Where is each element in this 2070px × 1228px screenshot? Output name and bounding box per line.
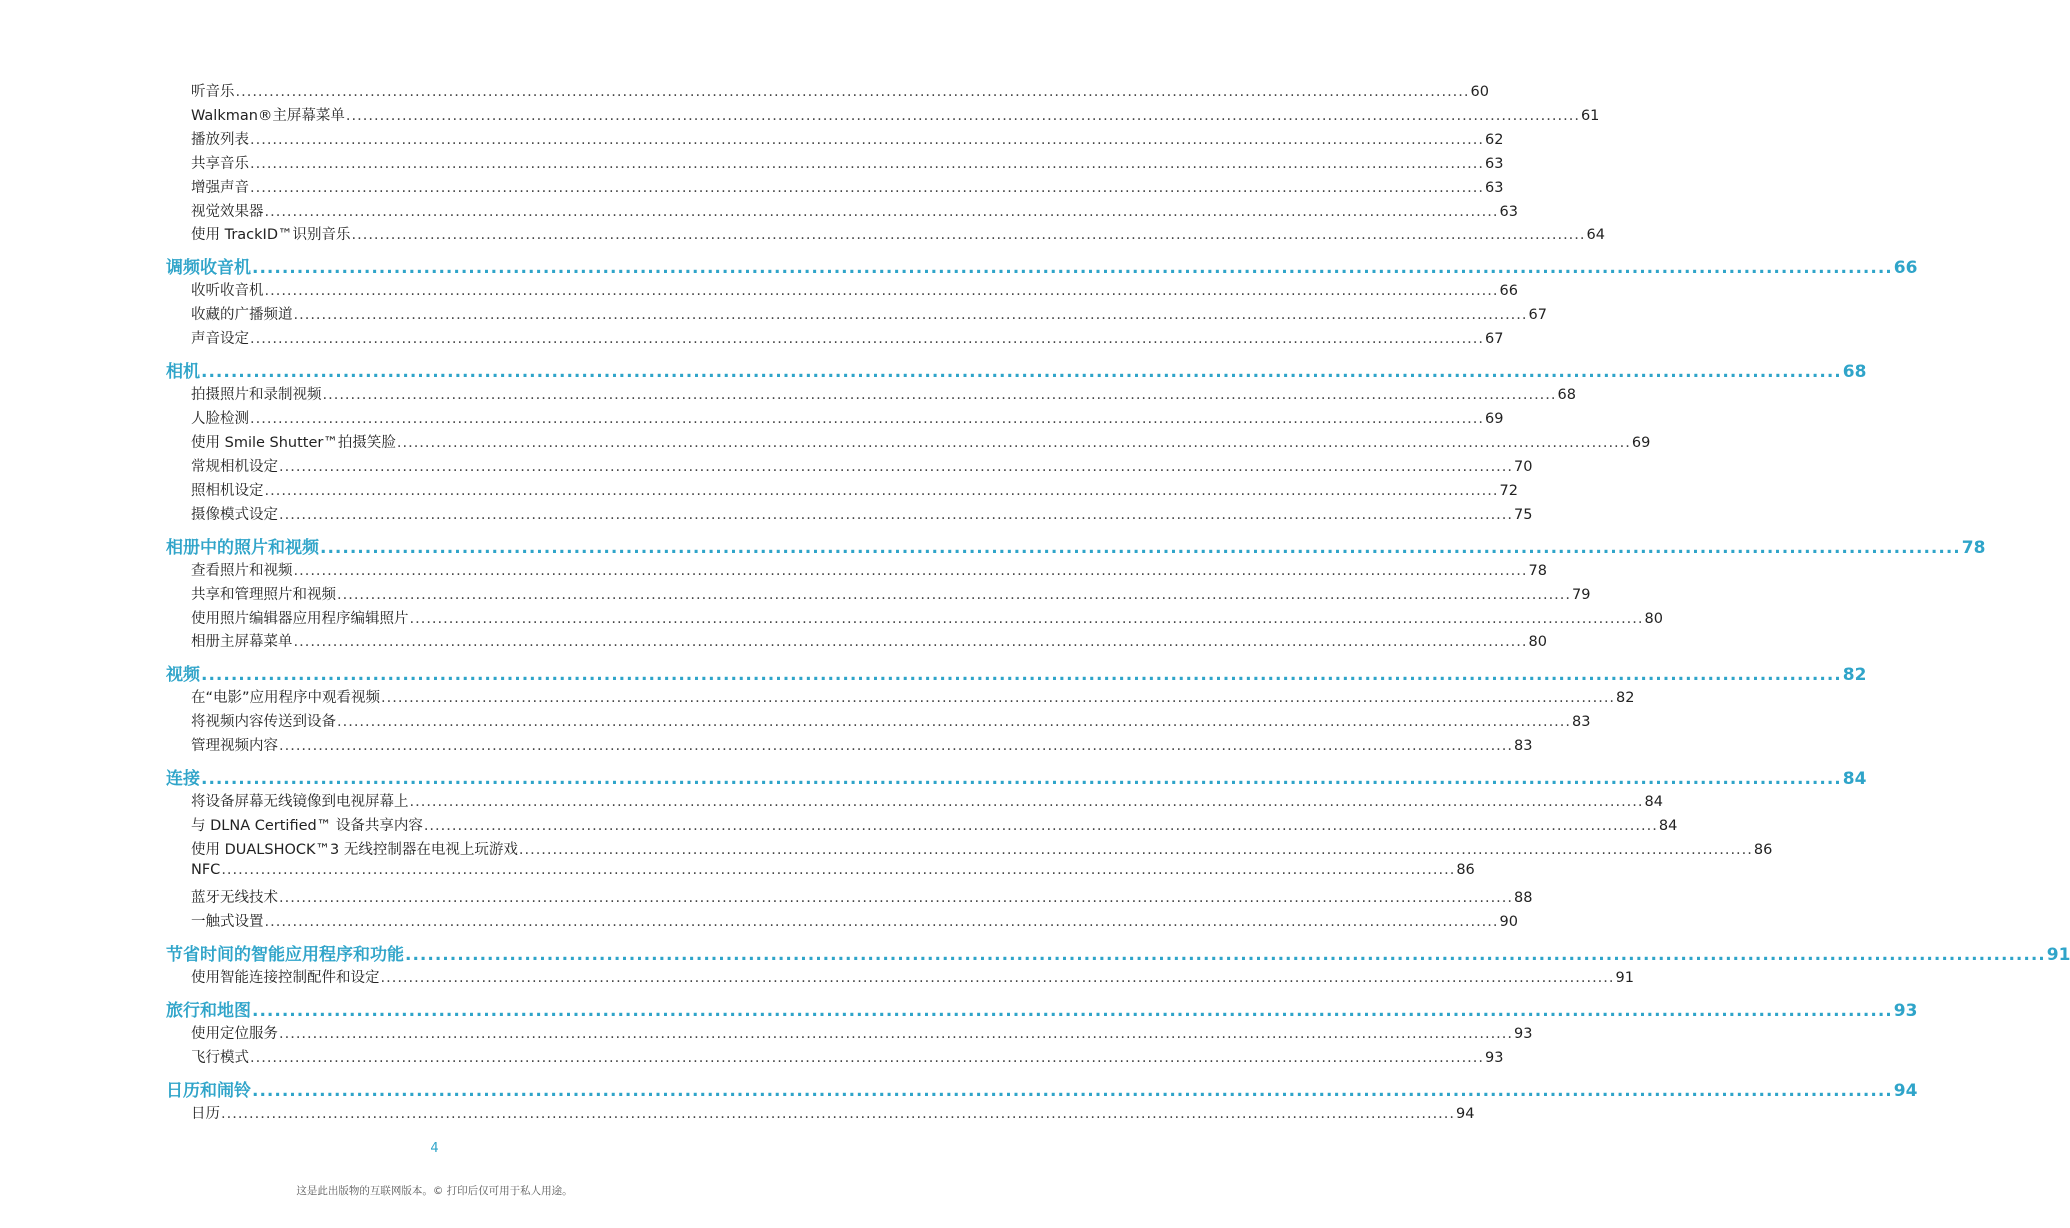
toc-entry[interactable] — [191, 710, 1591, 731]
toc-entry-page: 67 — [1485, 331, 1504, 348]
toc-entry-title: 使用 TrackID™识别音乐 — [191, 227, 351, 244]
toc-leader-dots: ............................................................................................................................................................................................................................ — [337, 714, 1572, 731]
toc-entry[interactable] — [191, 814, 1678, 835]
toc-entry-page: 64 — [1586, 227, 1605, 244]
toc-entry-title: 播放列表 — [191, 131, 249, 148]
toc-leader-dots: ............................................................................................................................................................................................................................ — [381, 690, 1616, 707]
toc-entry-page: 93 — [1893, 1000, 1918, 1021]
toc-entry-page: 93 — [1485, 1049, 1504, 1066]
toc-entry-page: 88 — [1514, 889, 1533, 906]
toc-entry-page: 90 — [1499, 913, 1518, 930]
toc-entry[interactable] — [191, 583, 1591, 604]
toc-leader-dots: ............................................................................................................................................................................................................................ — [380, 969, 1615, 986]
toc-entry-title: 照相机设定 — [191, 482, 264, 499]
toc-entry-title: 拍摄照片和录制视频 — [191, 387, 322, 404]
toc-entry-title: 连接 — [166, 769, 200, 790]
toc-entry[interactable] — [191, 630, 1547, 651]
toc-leader-dots: ............................................................................................................................................................................................................................ — [250, 1049, 1485, 1066]
toc-leader-dots: ............................................................................................................................................................................................................................ — [264, 482, 1499, 499]
toc-entry-title: 收听收音机 — [191, 283, 264, 300]
toc-entry-title: 常规相机设定 — [191, 458, 278, 475]
toc-entry[interactable] — [191, 910, 1518, 931]
toc-leader-dots: ............................................................................................................................................................................................................................ — [221, 1105, 1456, 1122]
toc-entry[interactable] — [191, 479, 1518, 500]
toc-entry-title: 调频收音机 — [166, 258, 251, 279]
toc-entry-page: 70 — [1514, 458, 1533, 475]
toc-entry-page: 94 — [1456, 1105, 1475, 1122]
toc-leader-dots: ............................................................................................................................................................................................................................ — [279, 738, 1514, 755]
toc-entry-page: 63 — [1499, 203, 1518, 220]
toc-entry-title: 蓝牙无线技术 — [191, 889, 278, 906]
page-number: 4 — [430, 1141, 439, 1156]
toc-entry[interactable] — [191, 407, 1504, 428]
toc-leader-dots: ............................................................................................................................................................................................................................ — [201, 665, 1842, 686]
toc-entry-title: 查看照片和视频 — [191, 562, 293, 579]
toc-entry-page: 60 — [1470, 84, 1489, 100]
toc-entry[interactable] — [191, 327, 1504, 348]
toc-entry-page: 80 — [1644, 610, 1663, 627]
toc-entry-page: 69 — [1631, 435, 1651, 451]
toc-section-entry[interactable] — [166, 940, 2070, 965]
toc-entry-title: 相册中的照片和视频 — [166, 537, 319, 558]
toc-leader-dots: ............................................................................................................................................................................................................................ — [396, 435, 1631, 451]
toc-entry-title: Walkman®主屏幕菜单 — [191, 107, 345, 124]
toc-entry-page: 66 — [1893, 258, 1918, 279]
toc-entry[interactable] — [191, 279, 1518, 300]
toc-section-entry[interactable] — [166, 253, 1918, 279]
toc-leader-dots: ............................................................................................................................................................................................................................ — [409, 610, 1644, 627]
toc-entry-title: 视频 — [166, 665, 200, 686]
toc-leader-dots: ............................................................................................................................................................................................................................ — [293, 634, 1528, 651]
toc-entry-page: 94 — [1893, 1080, 1918, 1101]
toc-leader-dots: ............................................................................................................................................................................................................................ — [201, 769, 1842, 790]
toc-entry[interactable] — [191, 152, 1504, 173]
toc-entry-title: 摄像模式设定 — [191, 506, 278, 523]
toc-leader-dots: ............................................................................................................................................................................................................................ — [518, 842, 1753, 858]
toc-leader-dots: ............................................................................................................................................................................................................................ — [252, 1080, 1893, 1101]
toc-leader-dots: ............................................................................................................................................................................................................................ — [264, 913, 1499, 930]
toc-leader-dots: ............................................................................................................................................................................................................................ — [320, 537, 1961, 558]
toc-section-entry[interactable] — [166, 996, 1918, 1021]
toc-entry-title: 声音设定 — [191, 331, 249, 348]
toc-entry-title: 管理视频内容 — [191, 738, 278, 755]
toc-leader-dots: ............................................................................................................................................................................................................................ — [279, 889, 1514, 906]
toc-entry[interactable] — [191, 1102, 1475, 1123]
toc-entry[interactable] — [191, 431, 1651, 452]
toc-entry[interactable] — [191, 80, 1489, 101]
toc-entry[interactable] — [191, 1046, 1504, 1067]
toc-entry-page: 80 — [1528, 634, 1547, 651]
toc-entry-page: 83 — [1572, 714, 1591, 731]
toc-entry-page: 86 — [1753, 842, 1773, 858]
toc-entry-page: 91 — [1615, 969, 1634, 986]
toc-entry-title: 共享音乐 — [191, 155, 249, 172]
toc-entry[interactable] — [191, 128, 1504, 149]
toc-entry-title: 日历 — [191, 1105, 220, 1122]
toc-leader-dots: ............................................................................................................................................................................................................................ — [409, 794, 1644, 811]
toc-leader-dots: ............................................................................................................................................................................................................................ — [221, 861, 1456, 878]
toc-entry-page: 68 — [1557, 387, 1576, 404]
toc-entry-page: 79 — [1572, 586, 1591, 603]
toc-entry-page: 68 — [1842, 362, 1867, 383]
toc-leader-dots: ............................................................................................................................................................................................................................ — [279, 1025, 1514, 1042]
toc-entry-page: 82 — [1842, 665, 1867, 686]
toc-entry[interactable] — [191, 223, 1605, 244]
toc-entry[interactable] — [191, 559, 1547, 580]
toc-entry-title: 使用照片编辑器应用程序编辑照片 — [191, 610, 409, 627]
toc-leader-dots: ............................................................................................................................................................................................................................ — [337, 586, 1572, 603]
toc-entry[interactable] — [191, 838, 1773, 859]
toc-leader-dots: ............................................................................................................................................................................................................................ — [250, 411, 1485, 428]
toc-entry[interactable] — [191, 200, 1518, 221]
toc-leader-dots: ............................................................................................................................................................................................................................ — [264, 203, 1499, 220]
toc-entry-page: 63 — [1485, 179, 1504, 196]
toc-section-entry[interactable] — [166, 764, 1867, 790]
toc-entry-title: 与 DLNA Certified™ 设备共享内容 — [191, 818, 423, 835]
toc-leader-dots: ............................................................................................................................................................................................................................ — [279, 458, 1514, 475]
toc-entry[interactable] — [191, 686, 1635, 707]
toc-entry[interactable] — [191, 1022, 1533, 1043]
toc-entry-title: 相机 — [166, 362, 200, 383]
toc-entry-title: 一触式设置 — [191, 913, 264, 930]
toc-entry-title: NFC — [191, 861, 221, 878]
toc-entry-title: 使用智能连接控制配件和设定 — [191, 969, 380, 986]
toc-entry[interactable] — [191, 176, 1504, 197]
toc-entry[interactable] — [191, 886, 1533, 907]
toc-entry-page: 61 — [1580, 107, 1600, 124]
toc-entry-title: 节省时间的智能应用程序和功能 — [166, 944, 404, 965]
toc-entry-title: 增强声音 — [191, 179, 249, 196]
toc-leader-dots: ............................................................................................................................................................................................................................ — [250, 155, 1485, 172]
toc-leader-dots: ............................................................................................................................................................................................................................ — [293, 562, 1528, 579]
toc-leader-dots: ............................................................................................................................................................................................................................ — [264, 283, 1499, 300]
toc-entry-page: 67 — [1528, 307, 1547, 324]
toc-entry[interactable] — [191, 383, 1576, 404]
toc-entry-title: 将设备屏幕无线镜像到电视屏幕上 — [191, 794, 409, 811]
toc-entry-title: 将视频内容传送到设备 — [191, 714, 336, 731]
toc-entry-title: 人脸检测 — [191, 411, 249, 428]
toc-entry-title: 视觉效果器 — [191, 203, 264, 220]
toc-entry-title: 使用定位服务 — [191, 1025, 278, 1042]
toc-entry[interactable] — [191, 503, 1533, 524]
toc-entry-page: 83 — [1514, 738, 1533, 755]
toc-entry[interactable] — [191, 966, 1634, 987]
toc-entry-page: 66 — [1499, 283, 1518, 300]
toc-leader-dots: ............................................................................................................................................................................................................................ — [345, 107, 1580, 124]
toc-leader-dots: ............................................................................................................................................................................................................................ — [351, 227, 1586, 244]
toc-entry-page: 91 — [2046, 944, 2070, 965]
toc-leader-dots: ............................................................................................................................................................................................................................ — [405, 944, 2046, 965]
toc-entry[interactable] — [191, 734, 1533, 755]
toc-entry-title: 收藏的广播频道 — [191, 307, 293, 324]
toc-entry-title: 日历和闹铃 — [166, 1080, 251, 1101]
toc-entry-title: 相册主屏幕菜单 — [191, 634, 293, 651]
toc-entry[interactable] — [191, 790, 1663, 811]
toc-entry[interactable] — [191, 861, 1475, 878]
toc-leader-dots: ............................................................................................................................................................................................................................ — [250, 131, 1485, 148]
toc-leader-dots: ............................................................................................................................................................................................................................ — [423, 818, 1658, 835]
toc-leader-dots: ............................................................................................................................................................................................................................ — [279, 506, 1514, 523]
toc-section-entry[interactable] — [166, 357, 1867, 383]
toc-entry-page: 78 — [1528, 562, 1547, 579]
toc-entry[interactable] — [191, 303, 1547, 324]
toc-entry-title: 使用 DUALSHOCK™3 无线控制器在电视上玩游戏 — [191, 842, 518, 858]
toc-entry-title: 听音乐 — [191, 84, 235, 100]
toc-entry-page: 86 — [1456, 861, 1475, 878]
toc-entry-title: 使用 Smile Shutter™拍摄笑脸 — [191, 435, 396, 451]
toc-entry-page: 93 — [1514, 1025, 1533, 1042]
footer-note: 这是此出版物的互联网版本。© 打印后仅可用于私人用途。 — [296, 1185, 573, 1197]
toc-entry[interactable] — [191, 607, 1663, 628]
toc-leader-dots: ............................................................................................................................................................................................................................ — [252, 1000, 1893, 1021]
toc-entry-page: 62 — [1485, 131, 1504, 148]
toc-entry[interactable] — [191, 104, 1600, 125]
toc-entry-title: 在“电影”应用程序中观看视频 — [191, 690, 381, 707]
toc-entry-title: 飞行模式 — [191, 1049, 249, 1066]
toc-entry-page: 84 — [1644, 794, 1663, 811]
toc-leader-dots: ............................................................................................................................................................................................................................ — [322, 387, 1557, 404]
toc-entry-title: 共享和管理照片和视频 — [191, 586, 336, 603]
toc-leader-dots: ............................................................................................................................................................................................................................ — [235, 84, 1470, 100]
toc-section-entry[interactable] — [166, 660, 1867, 686]
toc-leader-dots: ............................................................................................................................................................................................................................ — [293, 307, 1528, 324]
toc-leader-dots: ............................................................................................................................................................................................................................ — [250, 331, 1485, 348]
toc-entry-page: 75 — [1514, 506, 1533, 523]
toc-leader-dots: ............................................................................................................................................................................................................................ — [252, 258, 1893, 279]
toc-entry-page: 63 — [1485, 155, 1504, 172]
toc-leader-dots: ............................................................................................................................................................................................................................ — [250, 179, 1485, 196]
toc-entry-page: 72 — [1499, 482, 1518, 499]
toc-leader-dots: ............................................................................................................................................................................................................................ — [201, 362, 1842, 383]
toc-section-entry[interactable] — [166, 1076, 1918, 1101]
toc-entry-page: 82 — [1616, 690, 1635, 707]
toc-entry-page: 84 — [1842, 769, 1867, 790]
toc-entry-page: 78 — [1961, 537, 1986, 558]
toc-section-entry[interactable] — [166, 533, 1986, 558]
toc-entry-page: 84 — [1658, 818, 1678, 835]
toc-entry[interactable] — [191, 455, 1533, 476]
toc-entry-title: 旅行和地图 — [166, 1000, 251, 1021]
toc-entry-page: 69 — [1485, 411, 1504, 428]
